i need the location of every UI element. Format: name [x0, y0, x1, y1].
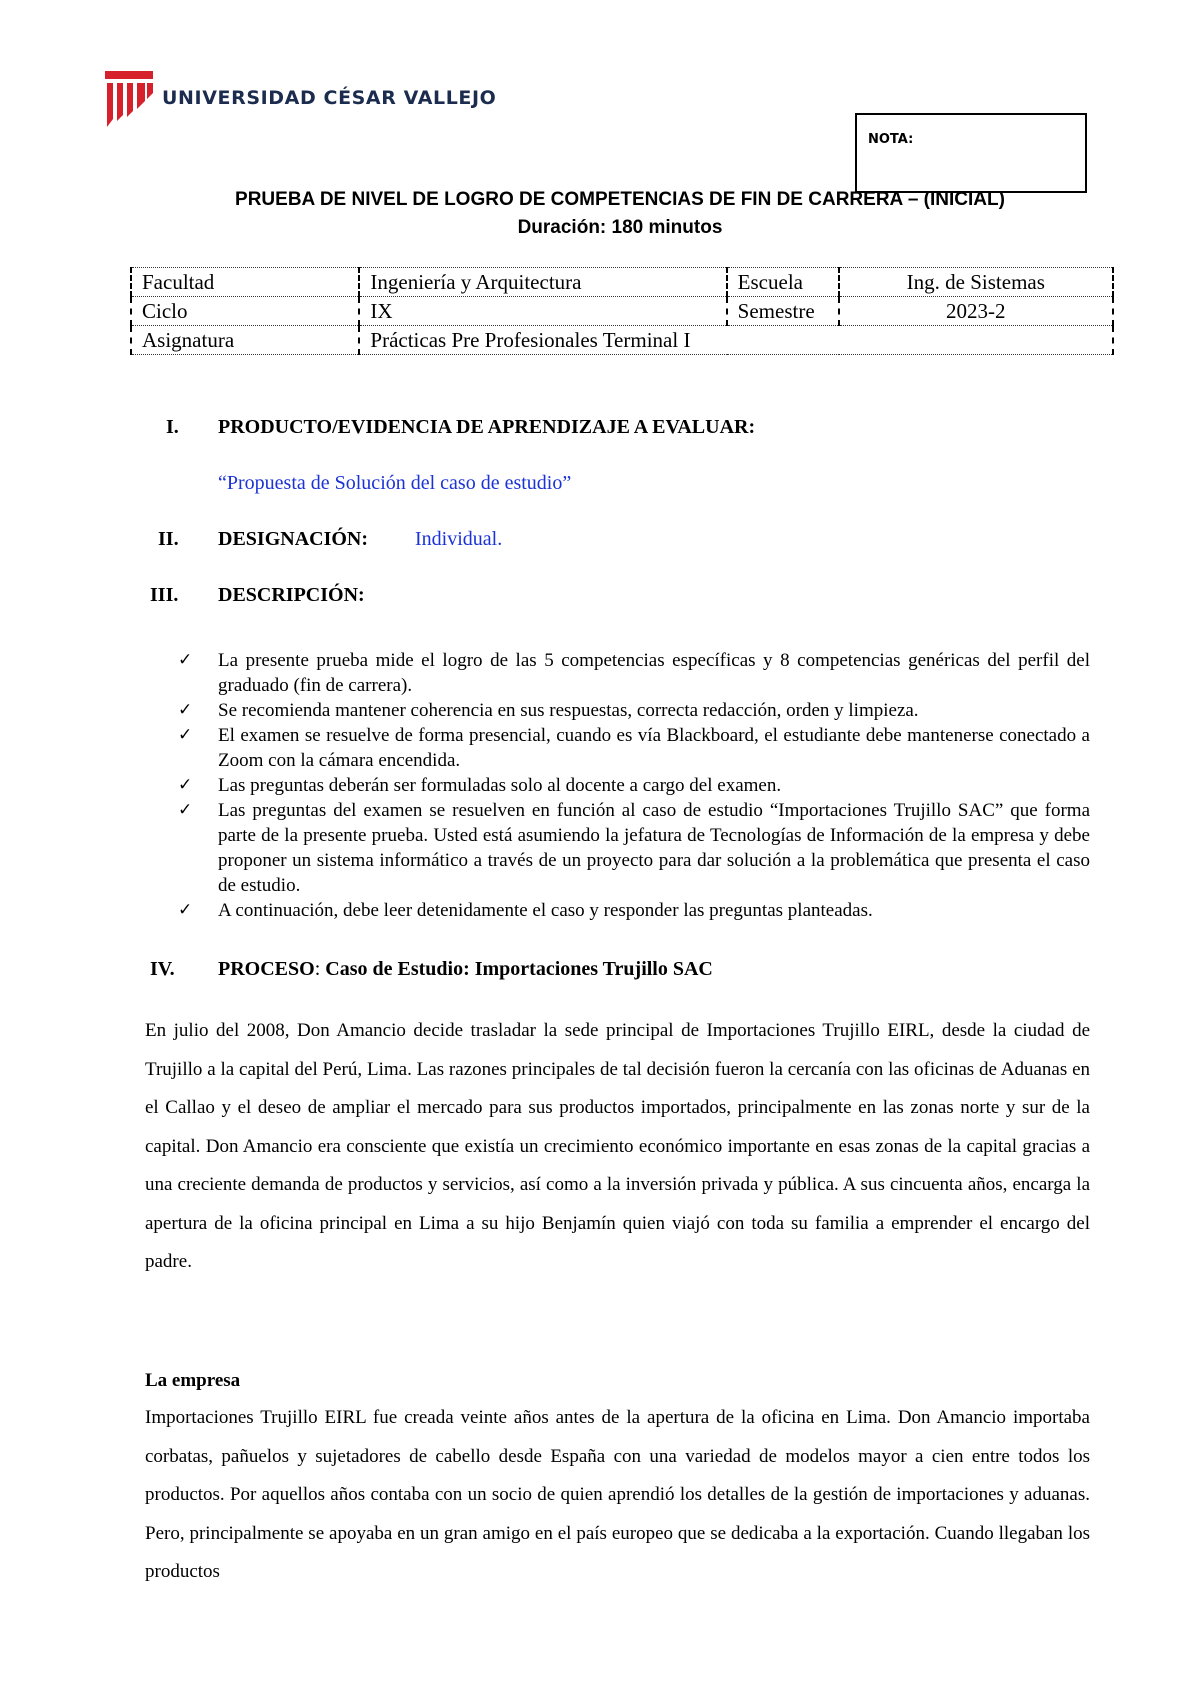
table-cell: 2023-2: [839, 297, 1113, 326]
table-cell: Escuela: [727, 268, 839, 297]
grade-label: NOTA:: [868, 132, 914, 147]
company-paragraph: Importaciones Trujillo EIRL fue creada veinte años antes de la apertura de la oficina en Lima. Don Amancio importaba corbatas, pañuelos y sujetadores de cabello desde España con una variedad de modelos mayor a cien entre todos los productos. Por aquellos años contaba con un socio de quien aprendió los detalles de la gestión de importaciones y aduanas. Pero, principalmente se apoyaba en un gran amigo en el país europeo que se dedicaba a la exportación. Cuando llegaban los productos: [145, 1407, 1090, 1582]
checkmark-icon: ✓: [178, 650, 193, 670]
list-item: ✓ Las preguntas del examen se resuelven en función al caso de estudio “Importaciones Trujillo SAC” que forma parte de la presente prueba. Usted está asumiendo la jefatura de Tecnologías de Información de la empresa y debe proponer un sistema informático a través de un proyecto para dar solución a la problemática que presenta el caso de estudio.: [178, 800, 1090, 896]
table-cell: Ingeniería y Arquitectura: [359, 268, 726, 297]
grade-box: [855, 113, 1087, 193]
table-cell: Prácticas Pre Profesionales Terminal I: [359, 326, 1113, 355]
list-item: ✓ A continuación, debe leer detenidamente el caso y responder las preguntas planteadas.: [178, 900, 873, 921]
table-cell: Semestre: [727, 297, 839, 326]
evidence-name: “Propuesta de Solución del caso de estudio”: [218, 472, 572, 494]
table-cell: IX: [359, 297, 726, 326]
table-row: [131, 297, 1113, 326]
list-item: ✓ Las preguntas deberán ser formuladas solo al docente a cargo del examen.: [178, 775, 782, 796]
designation-value: Individual.: [415, 528, 503, 550]
section-title: DESCRIPCIÓN:: [218, 584, 365, 606]
section-number: I.: [166, 416, 179, 438]
university-name: UNIVERSIDAD CÉSAR VALLEJO: [162, 87, 497, 109]
table-cell: Asignatura: [131, 326, 359, 355]
table-row: [131, 326, 1113, 355]
section-number: III.: [150, 584, 179, 606]
table-row: [131, 268, 1113, 297]
section-title: DESIGNACIÓN:: [218, 528, 369, 550]
checkmark-icon: ✓: [178, 800, 193, 820]
checkmark-icon: ✓: [178, 900, 193, 920]
checkmark-icon: ✓: [178, 700, 193, 720]
section-title: PROCESO: Caso de Estudio: Importaciones Trujillo SAC: [218, 958, 713, 980]
exam-title: PRUEBA DE NIVEL DE LOGRO DE COMPETENCIAS DE FIN DE CARRERA – (INICIAL): [235, 189, 1005, 210]
university-logo: [105, 71, 497, 131]
table-cell: Ing. de Sistemas: [839, 268, 1113, 297]
exam-duration: Duración: 180 minutos: [517, 217, 723, 238]
section-number: II.: [158, 528, 179, 550]
table-cell: Facultad: [131, 268, 359, 297]
list-item: ✓ Se recomienda mantener coherencia en sus respuestas, correcta redacción, orden y limpieza.: [178, 700, 919, 721]
section-number: IV.: [150, 958, 175, 980]
checkmark-icon: ✓: [178, 775, 193, 795]
section-title: PRODUCTO/EVIDENCIA DE APRENDIZAJE A EVALUAR:: [218, 416, 756, 438]
course-info-table: [130, 267, 1114, 355]
checkmark-icon: ✓: [178, 725, 193, 745]
ucv-emblem-icon: [105, 71, 153, 127]
table-cell: Ciclo: [131, 297, 359, 326]
list-item: ✓ El examen se resuelve de forma presencial, cuando es vía Blackboard, el estudiante debe mantenerse conectado a Zoom con la cámara encendida.: [178, 725, 1090, 771]
list-item: ✓ La presente prueba mide el logro de las 5 competencias específicas y 8 competencias genéricas del perfil del graduado (fin de carrera).: [178, 650, 1090, 696]
company-heading: La empresa: [145, 1370, 241, 1391]
description-list: [178, 648, 1090, 923]
case-intro-paragraph: En julio del 2008, Don Amancio decide trasladar la sede principal de Importaciones Trujillo EIRL, desde la ciudad de Trujillo a la capital del Perú, Lima. Las razones principales de tal decisión fueron la cercanía con las oficinas de Aduanas en el Callao y el deseo de ampliar el mercado para sus productos importados, principalmente en las zonas norte y sur de la capital. Don Amancio era consciente que existía un crecimiento económico importante en esas zonas de la capital gracias a una creciente demanda de productos y servicios, así como a la inversión privada y pública. A sus cincuenta años, encarga la apertura de la oficina principal en Lima a su hijo Benjamín quien viajó con toda su familia a emprender el encargo del padre.: [145, 1020, 1090, 1272]
